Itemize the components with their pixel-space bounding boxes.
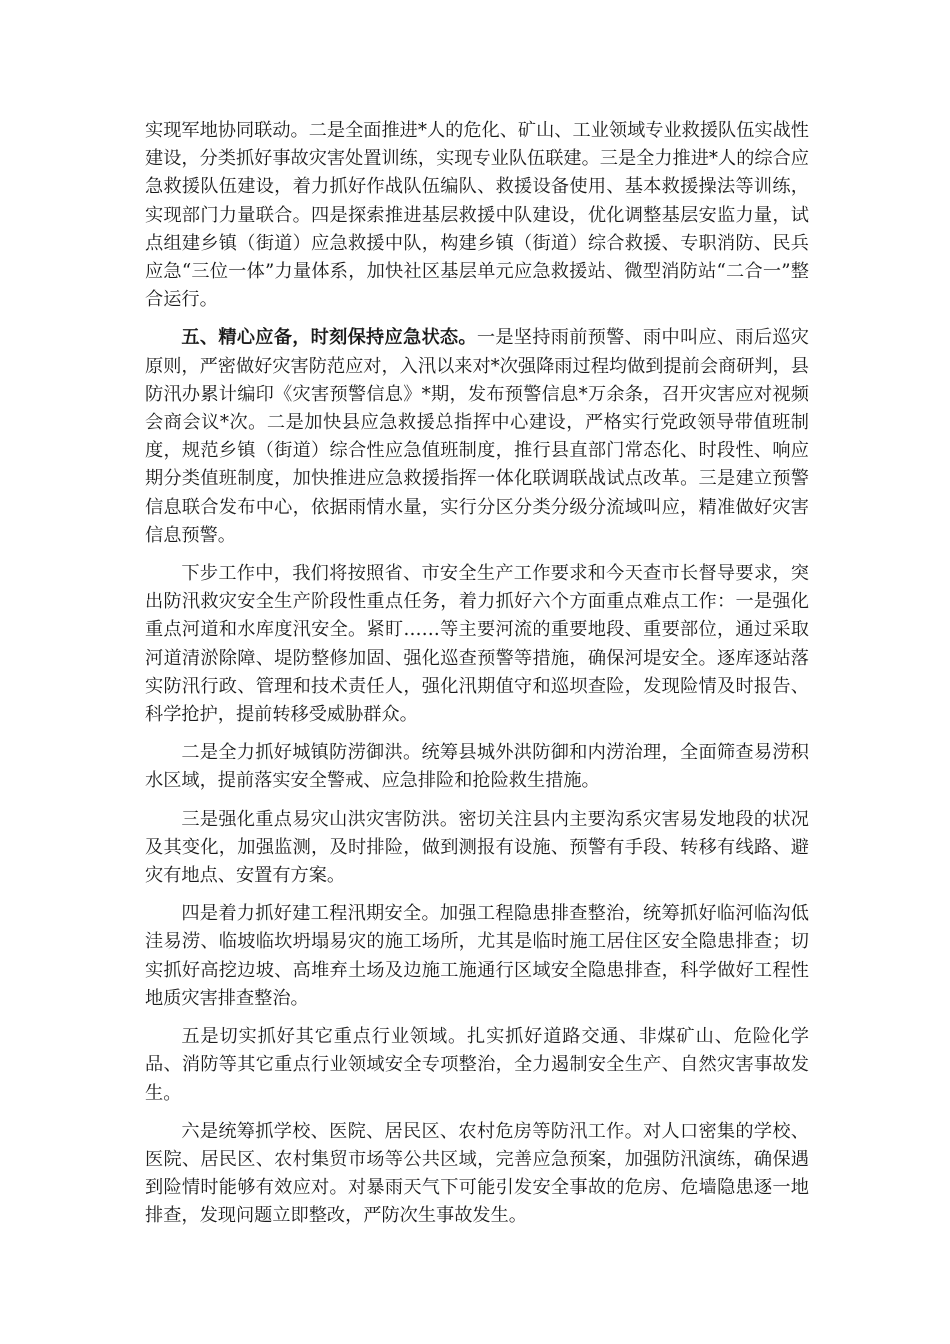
paragraph-text: 下步工作中，我们将按照省、市安全生产工作要求和今天查市长督导要求，突出防汛救灾安全生产阶段性重点任务，着力抓好六个方面重点难点工作：一是强化重点河道和水库度汛安全。紧盯……等主要河流的重要地段、重要部位，通过采取河道清淤除障、堤防整修加固、强化巡查预警等措施，确保河堤安全。逐库逐站落实防汛行政、管理和技术责任人，强化汛期值守和巡坝查险，发现险情及时报告、科学抢护，提前转移受威胁群众。 [145, 563, 809, 726]
paragraph-text: 五是切实抓好其它重点行业领域。扎实抓好道路交通、非煤矿山、危险化学品、消防等其它重点行业领域安全专项整治，全力遏制安全生产、自然灾害事故发生。 [145, 1026, 809, 1104]
section-heading: 五、精心应备，时刻保持应急状态。 [181, 327, 477, 349]
paragraph-text: 三是强化重点易灾山洪灾害防洪。密切关注县内主要沟系灾害易发地段的状况及其变化，加强监测，及时排险，做到测报有设施、预警有手段、转移有线路、避灾有地点、安置有方案。 [145, 808, 809, 887]
paragraph-2 [145, 324, 809, 550]
paragraph-text: 实现军地协同联动。二是全面推进*人的危化、矿山、工业领域专业救援队伍实战性建设，分类抓好事故灾害处置训练，实现专业队伍联建。三是全力推进*人的综合应急救援队伍建设，着力抓好作战队伍编队、救援设备使用、基本救援操法等训练，实现部门力量联合。四是探索推进基层救援中队建设，优化调整基层安监力量，试点组建乡镇（街道）应急救援中队，构建乡镇（街道）综合救援、专职消防、民兵应急“三位一体”力量体系，加快社区基层单元应急救援站、微型消防站“二合一”整合运行。 [145, 120, 809, 311]
paragraph-5 [145, 806, 809, 891]
paragraph-6 [145, 900, 809, 1013]
paragraph-4 [145, 739, 809, 795]
document-page [145, 117, 809, 1241]
paragraph-text: 四是着力抓好建工程汛期安全。加强工程隐患排查整治，统筹抓好临河临沟低洼易涝、临坡临坎坍塌易灾的施工场所，尤其是临时施工居住区安全隐患排查；切实抓好高挖边坡、高堆弃土场及边施工施通行区域安全隐患排查，科学做好工程性地质灾害排查整治。 [145, 903, 809, 1009]
paragraph-text: 六是统筹抓学校、医院、居民区、农村危房等防汛工作。对人口密集的学校、医院、居民区、农村集贸市场等公共区域，完善应急预案，加强防汛演练，确保遇到险情时能够有效应对。对暴雨天气下可能引发安全事故的危房、危墙隐患逐一地排查，发现问题立即整改，严防次生事故发生。 [145, 1120, 809, 1227]
paragraph-3 [145, 560, 809, 729]
paragraph-text: 二是全力抓好城镇防涝御洪。统筹县城外洪防御和内涝治理，全面筛查易涝积水区域，提前落实安全警戒、应急排险和抢险救生措施。 [145, 742, 809, 792]
paragraph-text: 一是坚持雨前预警、雨中叫应、雨后巡灾原则，严密做好灾害防范应对，入汛以来对*次强降雨过程均做到提前会商研判，县防汛办累计编印《灾害预警信息》*期，发布预警信息*万余条，召开灾害应对视频会商会议*次。二是加快县应急救援总指挥中心建设，严格实行党政领导带值班制度，规范乡镇（街道）综合性应急值班制度，推行县直部门常态化、时段性、响应期分类值班制度，加快推进应急救援指挥一体化联调联战试点改革。三是建立预警信息联合发布中心，依据雨情水量，实行分区分类分级分流域叫应，精准做好灾害信息预警。 [145, 327, 809, 546]
paragraph-8 [145, 1118, 809, 1231]
paragraph-7 [145, 1023, 809, 1108]
paragraph-1 [145, 117, 809, 314]
